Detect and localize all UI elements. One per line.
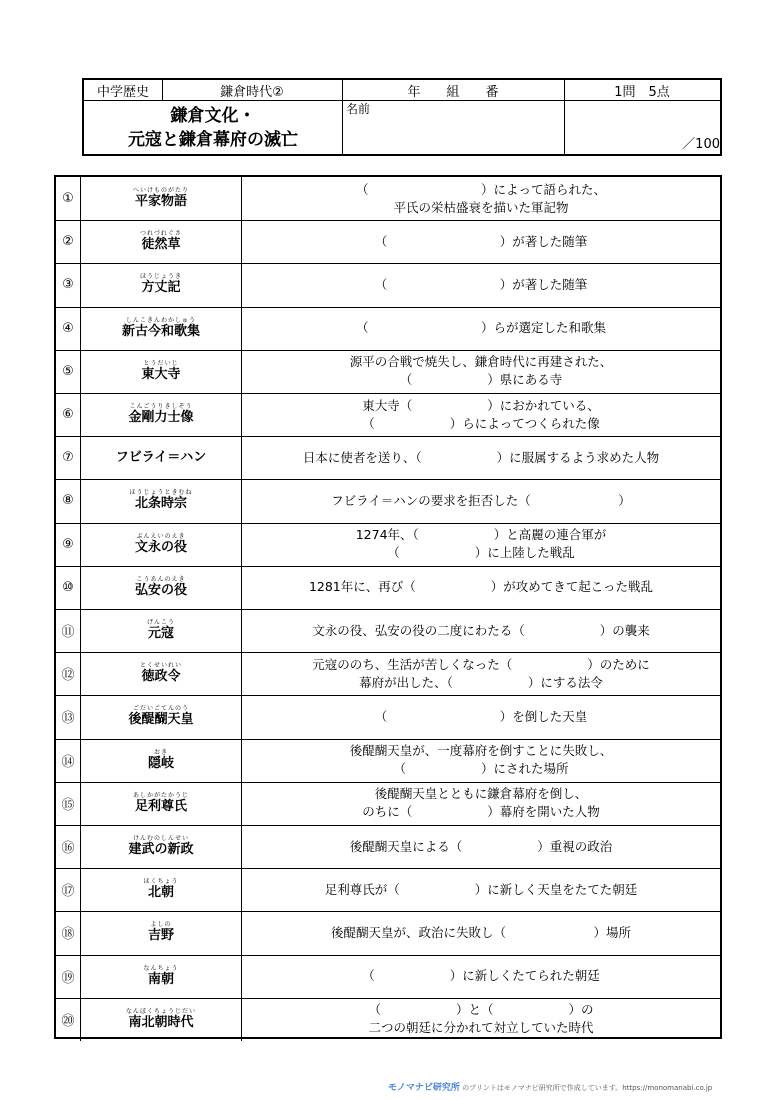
row-divider xyxy=(56,263,720,264)
description-line: 1281年に、再び（ ）が攻めてきて起こった戦乱 xyxy=(308,579,654,595)
term-word: 方丈記 xyxy=(141,280,181,296)
description-line: 後醍醐天皇が、一度幕府を倒すことに失敗し、 xyxy=(349,743,613,759)
table-row xyxy=(56,868,720,911)
worksheet-header xyxy=(82,78,722,156)
row-divider xyxy=(56,782,720,783)
term-word: 後醍醐天皇 xyxy=(128,712,194,728)
term-word: 南朝 xyxy=(147,971,174,987)
row-divider xyxy=(56,739,720,740)
class-info: 年 組 番 xyxy=(407,84,499,100)
description-cell xyxy=(242,479,720,522)
term-cell xyxy=(81,739,242,782)
term-cell xyxy=(81,220,242,263)
question-number: ② xyxy=(56,220,81,263)
description-cell xyxy=(242,695,720,738)
description-cell xyxy=(242,782,720,825)
description-cell xyxy=(242,911,720,954)
description-line: 元寇ののち、生活が苦しくなった（ ）のために xyxy=(312,656,650,672)
question-number: ⑮ xyxy=(56,782,81,825)
term-reading: こんごうりきしぞう xyxy=(129,403,193,411)
description-cell xyxy=(242,436,720,479)
term-cell xyxy=(81,436,242,479)
description-line: 後醍醐天皇が、政治に失敗し（ ）場所 xyxy=(330,924,631,940)
row-divider xyxy=(56,479,720,480)
term-reading: こうあんのえき xyxy=(136,575,186,583)
table-row xyxy=(56,695,720,738)
table-row xyxy=(56,220,720,263)
description-line: のちに（ ）幕府を開いた人物 xyxy=(362,804,600,820)
question-number: ⑩ xyxy=(56,566,81,609)
question-number: ⑧ xyxy=(56,479,81,522)
description-line: （ ）にされた場所 xyxy=(393,761,569,777)
row-divider xyxy=(56,695,720,696)
term-cell xyxy=(81,825,242,868)
row-divider xyxy=(56,609,720,610)
term-word: 吉野 xyxy=(147,928,174,944)
description-line: 足利尊氏が（ ）に新しく天皇をたてた朝廷 xyxy=(324,881,638,897)
score-total: ／100 xyxy=(682,136,720,152)
row-divider xyxy=(56,911,720,912)
term-word: 元寇 xyxy=(147,626,174,642)
term-reading: ほくちょう xyxy=(143,878,179,886)
header-row-divider xyxy=(84,100,720,101)
row-divider xyxy=(56,868,720,869)
term-cell xyxy=(81,782,242,825)
table-row xyxy=(56,393,720,436)
term-cell xyxy=(81,868,242,911)
description-line: （ ）が著した随筆 xyxy=(374,233,588,249)
row-divider xyxy=(56,350,720,351)
description-line: 文永の役、弘安の役の二度にわたる（ ）の襲来 xyxy=(312,622,650,638)
table-row xyxy=(56,782,720,825)
row-divider xyxy=(56,998,720,999)
description-line: 東大寺（ ）におかれている、 xyxy=(362,397,600,413)
description-cell xyxy=(242,350,720,393)
term-word: 北条時宗 xyxy=(134,496,187,512)
term-word: 足利尊氏 xyxy=(134,798,187,814)
table-row xyxy=(56,436,720,479)
term-cell xyxy=(81,566,242,609)
term-word: 東大寺 xyxy=(141,366,181,382)
title-line-1: 鎌倉文化・ xyxy=(170,106,256,126)
row-divider xyxy=(56,220,720,221)
term-word: 文永の役 xyxy=(134,539,187,555)
question-number: ⑯ xyxy=(56,825,81,868)
row-divider xyxy=(56,566,720,567)
description-line: 日本に使者を送り、（ ）に服属するよう求めた人物 xyxy=(302,449,660,465)
header-divider xyxy=(162,80,163,100)
question-number: ④ xyxy=(56,307,81,350)
question-number: ⑪ xyxy=(56,609,81,652)
question-number: ⑭ xyxy=(56,739,81,782)
description-cell xyxy=(242,177,720,220)
description-line: （ ）らによってつくられた像 xyxy=(362,415,600,431)
question-table xyxy=(54,175,722,1039)
description-line: （ ）らが選定した和歌集 xyxy=(355,320,606,336)
term-word: 南北朝時代 xyxy=(128,1014,194,1030)
subject-label: 中学歴史 xyxy=(96,84,149,100)
footer-credit xyxy=(388,1080,712,1093)
question-number: ⑥ xyxy=(56,393,81,436)
description-line: 1274年、（ ）と高麗の連合軍が xyxy=(355,527,607,543)
description-line: （ ）に新しくたてられた朝廷 xyxy=(362,968,600,984)
table-row xyxy=(56,998,720,1041)
description-cell xyxy=(242,652,720,695)
term-reading: げんこう xyxy=(146,619,175,627)
footer-text: のプリントはモノマナビ研究所で作成しています。https://monomanabi.co.jp xyxy=(462,1084,713,1092)
term-reading: ぶんえいのえき xyxy=(136,532,186,540)
description-line: （ ）が著した随筆 xyxy=(374,276,588,292)
question-number: ⑦ xyxy=(56,436,81,479)
question-number: ⑨ xyxy=(56,523,81,566)
description-line: （ ）によって語られた、 xyxy=(355,181,606,197)
description-cell xyxy=(242,220,720,263)
term-cell xyxy=(81,911,242,954)
term-word: 北朝 xyxy=(147,885,174,901)
name-label: 名前 xyxy=(346,101,371,116)
description-line: 平氏の栄枯盛衰を描いた軍記物 xyxy=(393,199,569,215)
term-word: フビライ＝ハン xyxy=(115,449,207,465)
question-number: ⑲ xyxy=(56,955,81,998)
term-word: 平家物語 xyxy=(134,194,187,210)
term-word: 弘安の役 xyxy=(134,582,187,598)
row-divider xyxy=(56,825,720,826)
question-number: ⑬ xyxy=(56,695,81,738)
description-cell xyxy=(242,998,720,1041)
row-divider xyxy=(56,436,720,437)
term-cell xyxy=(81,609,242,652)
header-divider xyxy=(564,80,565,156)
description-line: 幕府が出した、（ ）にする法令 xyxy=(359,674,603,690)
term-reading: あしかがたかうじ xyxy=(132,791,189,799)
description-cell xyxy=(242,523,720,566)
term-reading: つれづれぐさ xyxy=(140,230,182,238)
table-row xyxy=(56,263,720,306)
term-cell xyxy=(81,177,242,220)
term-cell xyxy=(81,523,242,566)
description-cell xyxy=(242,955,720,998)
score-info: 1問 5点 xyxy=(614,84,670,100)
question-number: ⑫ xyxy=(56,652,81,695)
row-divider xyxy=(56,307,720,308)
table-row xyxy=(56,955,720,998)
description-line: （ ）と（ ）の xyxy=(368,1002,594,1018)
term-cell xyxy=(81,695,242,738)
description-cell xyxy=(242,263,720,306)
term-reading: なんちょう xyxy=(143,964,179,972)
term-reading: よしの xyxy=(150,921,172,929)
term-word: 建武の新政 xyxy=(128,842,194,858)
table-row xyxy=(56,177,720,220)
table-row xyxy=(56,479,720,522)
term-reading: おき xyxy=(153,748,168,756)
term-reading: とうだいじ xyxy=(143,359,179,367)
term-cell xyxy=(81,955,242,998)
question-number: ⑱ xyxy=(56,911,81,954)
description-cell xyxy=(242,609,720,652)
description-line: 後醍醐天皇による（ ）重視の政治 xyxy=(349,838,613,854)
row-divider xyxy=(56,652,720,653)
term-cell xyxy=(81,393,242,436)
term-reading: へいけものがたり xyxy=(132,187,189,195)
term-word: 新古今和歌集 xyxy=(121,323,200,339)
brand-logo: モノマナビ研究所 xyxy=(388,1083,460,1093)
description-cell xyxy=(242,566,720,609)
description-line: フビライ＝ハンの要求を拒否した（ ） xyxy=(331,492,631,508)
worksheet-title xyxy=(84,100,342,156)
row-divider xyxy=(56,955,720,956)
term-reading: ほうじょうき xyxy=(139,273,182,281)
question-number: ⑳ xyxy=(56,998,81,1041)
term-reading: とくせいれい xyxy=(139,662,182,670)
term-cell xyxy=(81,998,242,1041)
term-cell xyxy=(81,307,242,350)
description-line: 後醍醐天皇とともに鎌倉幕府を倒し、 xyxy=(374,786,588,802)
term-cell xyxy=(81,350,242,393)
term-reading: しんこきんわかしゅう xyxy=(125,316,196,324)
term-word: 徳政令 xyxy=(141,669,181,685)
question-number: ⑤ xyxy=(56,350,81,393)
term-reading: ごだいごてんのう xyxy=(132,705,189,713)
term-cell xyxy=(81,652,242,695)
term-word: 徒然草 xyxy=(141,237,181,253)
table-row xyxy=(56,911,720,954)
unit-label: 鎌倉時代② xyxy=(220,84,284,100)
description-line: 源平の合戦で焼失し、鎌倉時代に再建された、 xyxy=(349,354,613,370)
description-line: （ ）県にある寺 xyxy=(399,372,563,388)
term-reading: けんむのしんせい xyxy=(132,835,189,843)
term-word: 金剛力士像 xyxy=(128,410,194,426)
row-divider xyxy=(56,393,720,394)
table-row xyxy=(56,825,720,868)
question-number: ① xyxy=(56,177,81,220)
title-line-2: 元寇と鎌倉幕府の滅亡 xyxy=(128,130,298,150)
table-row xyxy=(56,523,720,566)
description-cell xyxy=(242,739,720,782)
description-cell xyxy=(242,868,720,911)
header-divider xyxy=(342,80,343,156)
table-row xyxy=(56,307,720,350)
table-row xyxy=(56,609,720,652)
term-reading: なんぼくちょうじだい xyxy=(125,1007,196,1015)
term-word: 隠岐 xyxy=(147,755,174,771)
term-cell xyxy=(81,263,242,306)
table-row xyxy=(56,739,720,782)
term-cell xyxy=(81,479,242,522)
table-row xyxy=(56,350,720,393)
term-reading: ほうじょうときむね xyxy=(129,489,193,497)
table-row xyxy=(56,566,720,609)
question-number: ③ xyxy=(56,263,81,306)
description-line: （ ）を倒した天皇 xyxy=(374,708,588,724)
description-cell xyxy=(242,307,720,350)
description-cell xyxy=(242,825,720,868)
description-cell xyxy=(242,393,720,436)
description-line: 二つの朝廷に分かれて対立していた時代 xyxy=(368,1020,594,1036)
description-line: （ ）に上陸した戦乱 xyxy=(387,545,575,561)
row-divider xyxy=(56,523,720,524)
question-number: ⑰ xyxy=(56,868,81,911)
table-row xyxy=(56,652,720,695)
